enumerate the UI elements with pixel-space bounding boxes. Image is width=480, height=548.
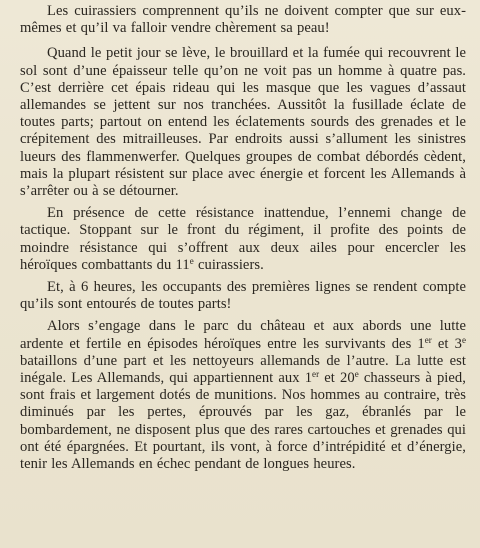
ordinal-superscript: e <box>354 369 359 380</box>
regiment-number: 11 <box>175 256 190 273</box>
paragraph-5-text-a: Alors s’engage dans le parc du château et aux abords une lutte ardente et fertile en épisodes héroïques entre les survivants des 1 <box>20 318 466 352</box>
paragraph-5-text-c: bataillons d’une part et les nettoyeurs allemands de l’autre. La lutte est inégale. Les Allemands, qui appartiennent aux 1 <box>20 352 466 387</box>
paragraph-5-text-b: et 3 <box>431 335 462 352</box>
paragraph-2-text: Quand le petit jour se lève, le brouillard et la fumée qui recouvrent le sol sont d’une épaisseur telle qu’on ne voit pas un homme à quatre pas. C’est derrière cet épais rideau qui les masque que les vagues d’assaut allemandes se jettent sur nos tranchées. Aussitôt la fusillade éclate de toutes parts; partout on entend les éclatements sourds des grenades et le crépitement des mitrailleuses. Par endroits aussi s’allument les sinistres lueurs des flammenwerfer. Quelques groupes de combat débordés cèdent, mais la plupart résistent sur place avec énergie et forcent les Allemands à s’arrêter ou à se détourner. <box>20 45 466 200</box>
paragraph-3-tail: cuirassiers. <box>193 256 264 273</box>
paragraph-5-text-d: et 20 <box>319 370 355 387</box>
ordinal-superscript: er <box>424 334 432 345</box>
ordinal-superscript: er <box>312 369 320 380</box>
paragraph-1 <box>20 3 466 37</box>
paragraph-2 <box>20 45 466 200</box>
paragraph-5-text-e: chasseurs à pied, sont frais et largement dotés de munitions. Nos hommes au contraire, très diminués par les pertes, éprouvés par les gaz, ébranlés par le bombardement, ne disposent plus que des rares cartouches et grenades qui ont été épargnées. Et pourtant, ils vont, à force d’intrépidité et d’énergie, tenir les Allemands en échec pendant de longues heures. <box>20 370 466 473</box>
ordinal-superscript: e <box>461 334 466 345</box>
paragraph-1-text: Les cuirassiers comprennent qu’ils ne doivent compter que sur eux-mêmes et qu’il va falloir vendre chèrement sa peau! <box>20 3 466 37</box>
ordinal-superscript: e <box>189 255 194 266</box>
paragraph-3 <box>20 205 466 274</box>
paragraph-5 <box>20 318 466 473</box>
paragraph-4 <box>20 279 466 313</box>
paragraph-3-text: En présence de cette résistance inattendue, l’ennemi change de tactique. Stoppant sur le front du régiment, il profite des points de moindre résistance qui s’offrent aux deux ailes pour encercler les héroïques combattants du <box>20 205 466 273</box>
paragraph-4-text: Et, à 6 heures, les occupants des premières lignes se rendent compte qu’ils sont entourés de toutes parts! <box>20 279 466 313</box>
